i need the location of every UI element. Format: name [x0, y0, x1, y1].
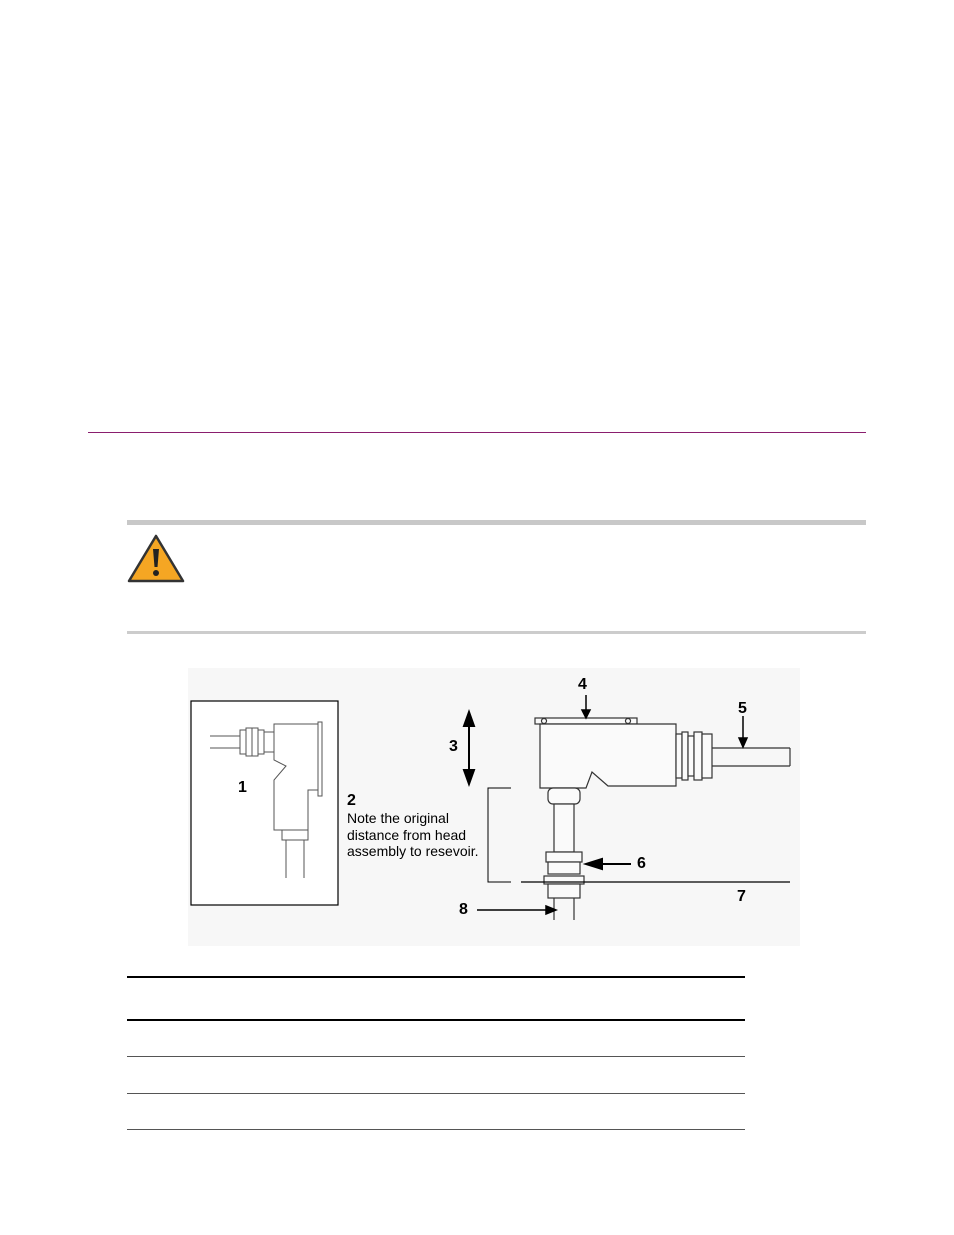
- note-line: assembly to resevoir.: [347, 843, 479, 859]
- callout-5-arrow: [739, 716, 747, 747]
- sensor-head-figure: [188, 668, 800, 946]
- distance-bracket: [488, 788, 511, 882]
- head-assembly: [535, 718, 790, 920]
- warning-icon: [126, 533, 186, 585]
- table-row-rule: [127, 1056, 745, 1057]
- distance-note: [347, 810, 487, 860]
- callout-4: 4: [578, 676, 587, 693]
- adjust-arrow: [464, 712, 474, 784]
- figure-drawing: [188, 668, 800, 946]
- callout-4-arrow: [582, 695, 590, 718]
- section-divider: [88, 432, 866, 433]
- callout-8: 8: [459, 901, 468, 918]
- table-row-rule: [127, 1093, 745, 1094]
- callout-6: 6: [637, 855, 646, 872]
- table-bottom-rule: [127, 1129, 745, 1130]
- table-top-rule: [127, 976, 745, 978]
- callout-6-arrow: [586, 859, 631, 869]
- callout-1: 1: [238, 779, 247, 796]
- callout-3: 3: [449, 738, 458, 755]
- note-line: Note the original: [347, 810, 449, 826]
- callout-2: 2: [347, 792, 356, 809]
- callout-8-arrow: [477, 906, 556, 914]
- note-line: distance from head: [347, 826, 467, 843]
- callout-5: 5: [738, 700, 747, 717]
- callout-7: 7: [737, 888, 746, 905]
- caution-top-bar: [127, 520, 866, 525]
- table-header-rule: [127, 1019, 745, 1021]
- caution-bottom-bar: [127, 631, 866, 634]
